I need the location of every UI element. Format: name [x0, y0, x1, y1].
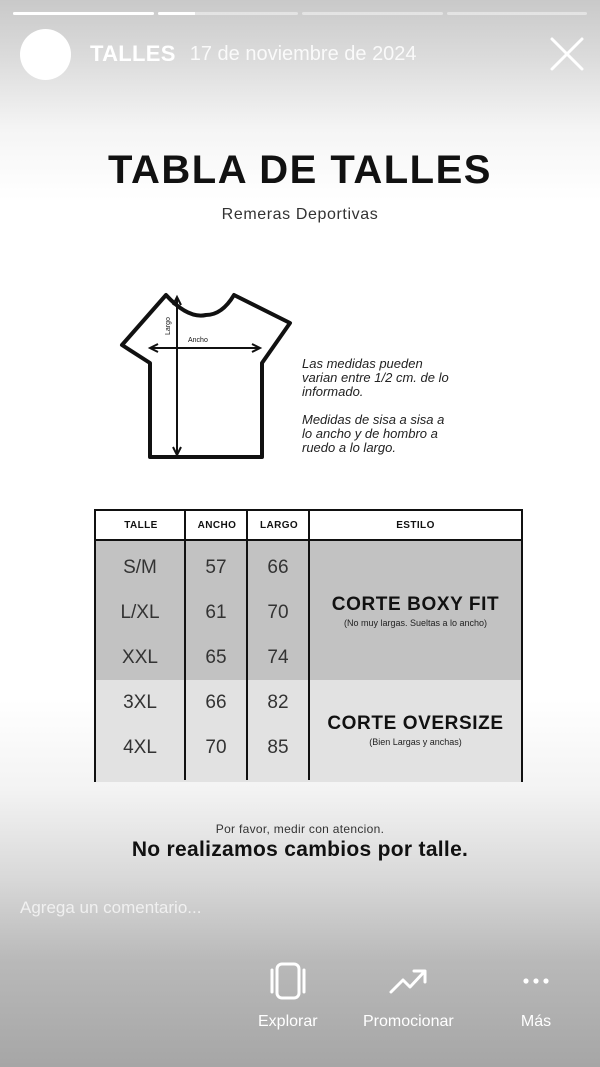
story-progress: [13, 12, 587, 15]
header-largo: LARGO: [248, 511, 310, 541]
more-button[interactable]: [515, 960, 557, 1031]
measurement-method-note: Medidas de sisa a sisa a lo ancho y de hombro a ruedo a lo largo.: [302, 412, 445, 455]
size-chart-title: TABLA DE TALLES: [108, 148, 492, 192]
size-table: [94, 509, 523, 782]
table-cell: 70: [267, 601, 289, 623]
progress-segment-3: [302, 12, 443, 15]
tshirt-outline: [122, 295, 290, 457]
header-estilo: ESTILO: [310, 511, 521, 541]
style-title: CORTE OVERSIZE: [327, 713, 504, 734]
table-row: S/M: [123, 556, 157, 578]
no-exchanges-text: No realizamos cambios por talle.: [131, 838, 469, 861]
table-cell: 65: [205, 646, 227, 668]
comment-input[interactable]: Agrega un comentario...: [20, 898, 202, 917]
table-cell: 61: [205, 601, 227, 623]
more-label: Más: [520, 1013, 552, 1030]
trending-up-icon: [387, 960, 429, 1002]
table-cell: 85: [267, 736, 289, 758]
promote-button[interactable]: [363, 960, 454, 1031]
tshirt-diagram: [118, 285, 296, 465]
style-title: CORTE BOXY FIT: [331, 593, 500, 615]
style-subtitle: (No muy largas. Sueltas a lo ancho): [343, 617, 488, 628]
header-ancho: ANCHO: [186, 511, 248, 541]
length-label: Largo: [165, 317, 172, 335]
close-icon: [548, 35, 586, 73]
story-actions: [0, 960, 600, 1040]
promote-label: Promocionar: [363, 1013, 454, 1030]
measure-carefully-text: Por favor, medir con atencion.: [215, 822, 385, 836]
more-dots-icon: [515, 960, 557, 1002]
table-row: L/XL: [120, 601, 160, 623]
table-cell: 66: [267, 556, 289, 578]
table-row: 4XL: [123, 736, 157, 758]
table-row: 3XL: [123, 691, 157, 713]
close-button[interactable]: [548, 35, 586, 73]
style-subtitle: (Bien Largas y anchas): [369, 737, 462, 747]
table-cell: 57: [205, 556, 227, 578]
table-cell: 66: [205, 691, 227, 713]
width-label: Ancho: [188, 337, 208, 344]
table-cell: 70: [205, 736, 227, 758]
size-chart-subtitle: Remeras Deportivas: [221, 206, 379, 223]
progress-segment-1: [13, 12, 154, 15]
story-header: [20, 28, 586, 80]
progress-segment-2: [158, 12, 299, 15]
explore-button[interactable]: [258, 960, 318, 1031]
table-row: XXL: [122, 646, 158, 668]
explore-label: Explorar: [258, 1013, 318, 1030]
phone-stack-icon: [267, 960, 309, 1002]
style-oversize: [310, 680, 521, 780]
progress-segment-4: [447, 12, 588, 15]
table-cell: 82: [267, 691, 289, 713]
story-username[interactable]: TALLES: [90, 41, 176, 66]
table-cell: 74: [267, 646, 289, 668]
avatar[interactable]: [20, 29, 71, 80]
style-boxy-fit: [310, 541, 521, 680]
header-talle: TALLE: [96, 511, 186, 541]
measurement-note: Las medidas pueden varian entre 1/2 cm. de lo informado.: [302, 356, 449, 399]
story-date: 17 de noviembre de 2024: [189, 42, 417, 65]
